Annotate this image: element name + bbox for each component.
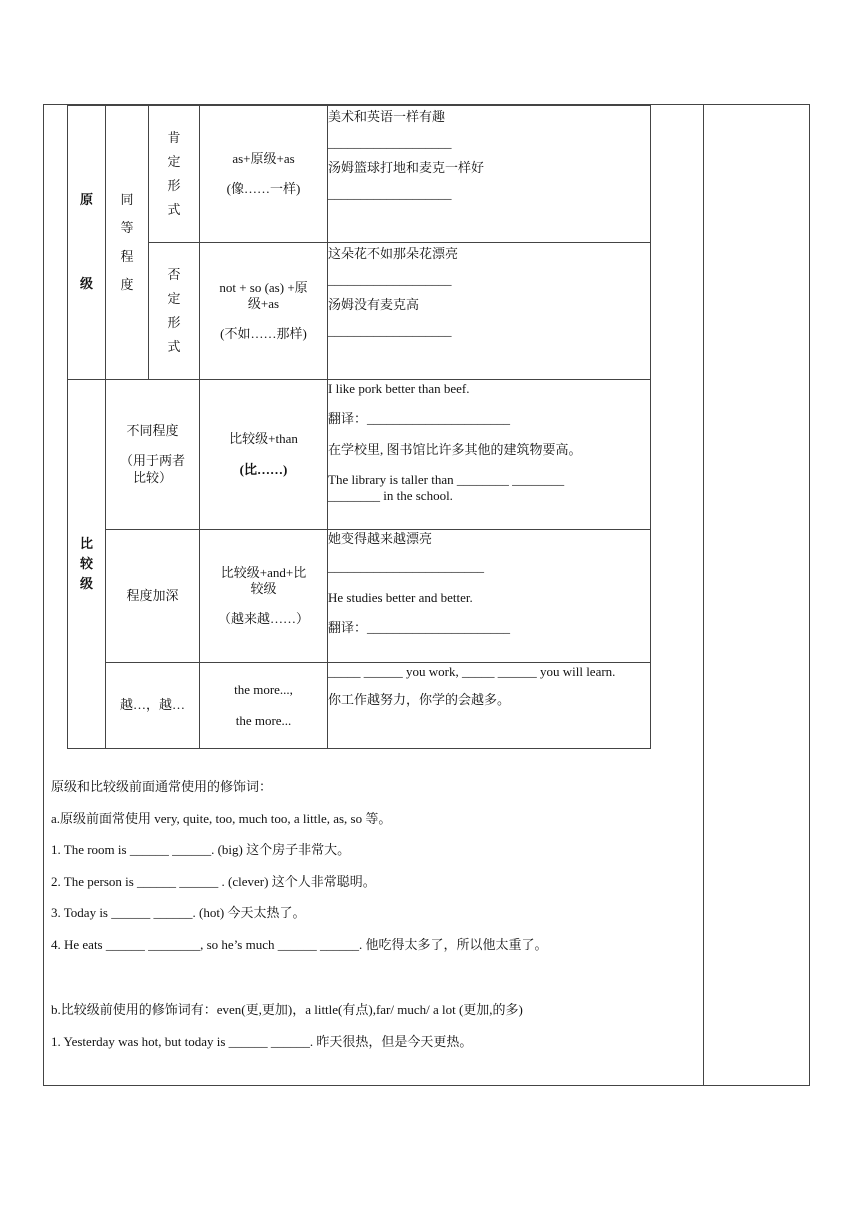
sub-the-more (106, 663, 200, 749)
usage-line: （越来越……） (217, 611, 309, 627)
usage-line: not + so (as) +原 (219, 279, 308, 295)
usage-line: the more..., (234, 682, 293, 698)
usage-and (200, 530, 328, 663)
category-positive (68, 106, 106, 380)
exercise-item: 3. Today is ______ ______. (hot) 今天太热了。 (51, 905, 306, 921)
example-text: 汤姆篮球打地和麦克一样好 (328, 159, 485, 175)
usage-line: (比……) (239, 461, 288, 477)
form-affirmative (149, 106, 200, 243)
row-comparative-than (68, 380, 651, 530)
form-char: 式 (167, 339, 181, 355)
example-text: I like pork better than beef. (328, 381, 470, 396)
answer-blank: ___________________ (328, 185, 452, 201)
row-positive-affirmative (68, 106, 651, 243)
examples-and (328, 530, 651, 663)
form-char: 定 (167, 153, 181, 169)
answer-blank: ___________________ (328, 135, 452, 151)
usage-affirmative (200, 106, 328, 243)
sub-increasing-degree (106, 530, 200, 663)
answer-blank: ___________________ (328, 272, 452, 288)
outer-column-divider (703, 104, 704, 1086)
sub-char: 等 (120, 220, 134, 236)
usage-line: the more... (235, 712, 292, 728)
examples-the-more (328, 663, 651, 749)
usage-line: as+原级+as (232, 150, 295, 166)
example-text: 在学校里, 图书馆比许多其他的建筑物要高。 (328, 441, 582, 457)
example-text: 汤姆没有麦克高 (328, 296, 420, 312)
exercise-item: 4. He eats ______ ________, so he’s much ______ ______. 他吃得太多了，所以他太重了。 (51, 936, 548, 952)
usage-line: 级+as (247, 295, 280, 311)
usage-negative (200, 243, 328, 380)
usage-line: 较级 (250, 580, 277, 596)
example-text: 她变得越来越漂亮 (328, 531, 433, 546)
form-char: 形 (167, 178, 181, 193)
example-text: 美术和英语一样有趣 (328, 109, 446, 124)
category-char: 原 (79, 192, 93, 208)
sub-text: 不同程度 (126, 423, 179, 439)
modifier-notes (51, 778, 691, 1050)
example-text: He studies better and better. (328, 589, 473, 605)
notes-section-b: b.比较级前使用的修饰词有：even(更,更加)，a little(有点),far/ much/ a lot (更加,的多) (51, 1002, 523, 1018)
row-positive-negative (68, 243, 651, 380)
sub-text: 越…，越… (119, 697, 185, 713)
usage-line: 比较级+than (229, 431, 298, 447)
answer-blank: ___________________ (328, 322, 452, 338)
example-text: 这朵花不如那朵花漂亮 (328, 246, 459, 261)
answer-blank: ________________________ (328, 559, 484, 575)
sub-text: 程度加深 (126, 587, 179, 603)
form-char: 定 (167, 290, 181, 306)
category-char: 级 (79, 276, 93, 292)
row-comparative-the-more (68, 663, 651, 749)
category-comparative (68, 380, 106, 749)
sub-different-degree (106, 380, 200, 530)
category-char: 较 (79, 555, 93, 571)
translation-blank: 翻译：______________________ (328, 411, 511, 427)
notes-title: 原级和比较级前面通常使用的修饰词： (51, 779, 273, 794)
form-char: 式 (167, 202, 181, 218)
notes-section-a: a.原级前面常使用 very, quite, too, much too, a little, as, so 等。 (51, 810, 392, 826)
form-char: 肯 (167, 129, 181, 145)
usage-line: 比较级+and+比 (220, 564, 307, 580)
sub-char: 同 (120, 192, 134, 207)
exercise-item: 2. The person is ______ ______ . (clever) 这个人非常聪明。 (51, 873, 376, 889)
example-text: ________ in the school. (328, 488, 453, 503)
sub-text: （用于两者 (119, 453, 185, 469)
examples-than (328, 380, 651, 530)
row-comparative-and (68, 530, 651, 663)
example-text: _____ ______ you work, _____ ______ you will learn. (328, 664, 616, 679)
exercise-item: 1. Yesterday was hot, but today is ______ ______. 昨天很热，但是今天更热。 (51, 1033, 473, 1049)
grammar-table (67, 105, 651, 749)
sub-char: 程 (120, 248, 134, 264)
usage-line: (像……一样) (226, 181, 301, 196)
examples-affirmative (328, 106, 651, 243)
form-char: 形 (167, 315, 181, 330)
sub-same-degree (106, 106, 149, 380)
form-negative (149, 243, 200, 380)
usage-line: (不如……那样) (220, 326, 307, 342)
usage-the-more (200, 663, 328, 749)
usage-than (200, 380, 328, 530)
example-text: 你工作越努力，你学的会越多。 (328, 692, 511, 708)
example-text: The library is taller than ________ ________ (328, 471, 565, 487)
category-char: 比 (79, 535, 93, 551)
exercise-item: 1. The room is ______ ______. (big) 这个房子非常大。 (51, 842, 351, 858)
examples-negative (328, 243, 651, 380)
form-char: 否 (167, 266, 181, 282)
sub-char: 度 (120, 276, 134, 292)
translation-blank: 翻译：______________________ (328, 619, 511, 635)
sub-text: 比较） (132, 469, 172, 485)
category-char: 级 (79, 576, 93, 592)
